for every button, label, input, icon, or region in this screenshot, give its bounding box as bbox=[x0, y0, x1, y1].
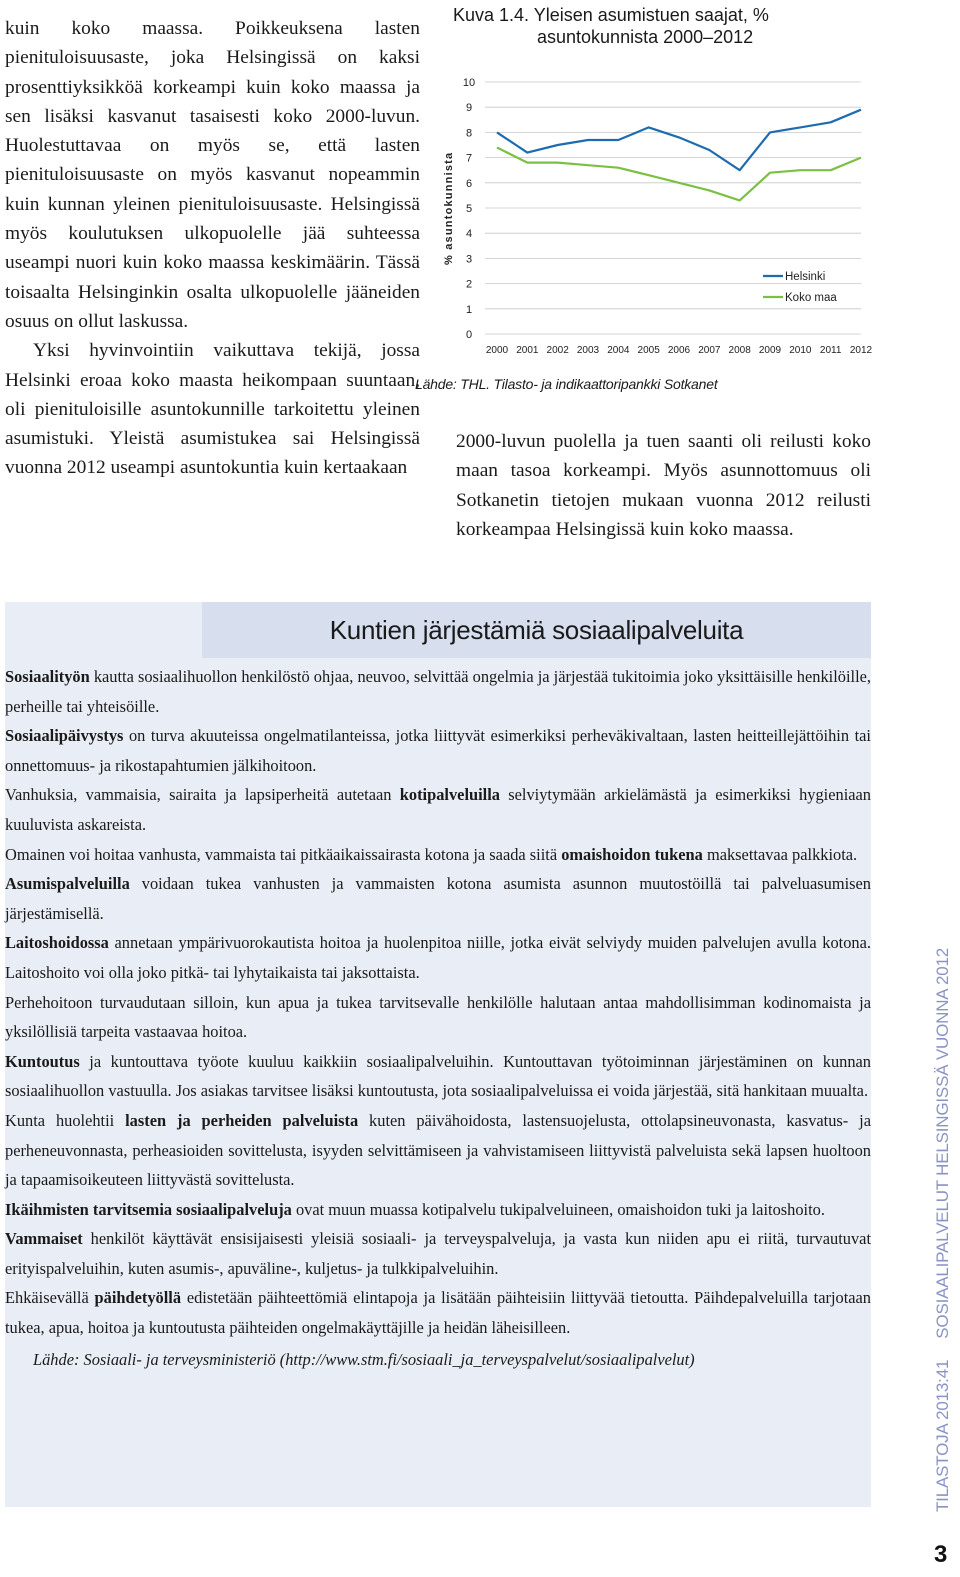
info-box-item-term: lasten ja perheiden palveluista bbox=[125, 1110, 359, 1130]
info-box-item-term: Sosiaalipäivystys bbox=[5, 726, 124, 746]
info-box-item bbox=[5, 1047, 871, 1106]
right-paragraph-1: 2000-luvun puolella ja tuen saanti oli reilusti koko maan tasoa korkeampi. Myös asunnottomuus oli Sotkanetin tietojen mukaan vuonna 2012 reilusti korkeampaa Helsingissä kuin koko maassa. bbox=[456, 431, 871, 540]
x-tick-label: 2012 bbox=[849, 345, 873, 356]
info-box-item-term: Laitoshoidossa bbox=[5, 933, 109, 953]
x-tick-label: 2008 bbox=[728, 345, 751, 356]
series-line-koko-maa bbox=[497, 148, 861, 201]
info-box-item-term: Sosiaalityön bbox=[5, 667, 90, 686]
x-tick-label: 2007 bbox=[698, 345, 721, 356]
info-box-item-term: kotipalveluilla bbox=[399, 785, 500, 805]
info-box-item-text: Vanhuksia, vammaisia, sairaita ja lapsiperheitä autetaan bbox=[5, 785, 400, 805]
y-tick-label: 10 bbox=[462, 77, 476, 89]
info-box-source: Lähde: Sosiaali- ja terveysministeriö (http://www.stm.fi/sosiaali_ja_terveyspalvelut/sosiaalipalvelut) bbox=[33, 1349, 695, 1369]
info-box-item bbox=[5, 869, 871, 928]
left-text-column bbox=[5, 14, 420, 483]
info-box-item bbox=[5, 1106, 871, 1195]
y-tick-label: 1 bbox=[465, 303, 473, 316]
x-tick-label: 2009 bbox=[758, 345, 782, 356]
figure-source: Lähde: THL. Tilasto- ja indikaattoripankki Sotkanet bbox=[415, 376, 718, 392]
info-box-item bbox=[5, 780, 871, 839]
info-box-body bbox=[5, 658, 871, 1374]
line-chart bbox=[415, 0, 875, 370]
info-box-item-text: ja kuntouttava työote kuuluu kaikkiin sosiaalipalveluihin. Kuntouttavan työtoiminnan järjestäminen on kunnan sosiaalihuollon vastuulla. Jos asiakas tarvitsee lisäksi kuntoutusta, jota sosiaalipalveluissa ei voida järjestää, sitä hankitaan muualta. bbox=[5, 1051, 871, 1101]
right-text-column bbox=[456, 427, 871, 544]
y-tick-label: 0 bbox=[465, 329, 473, 341]
x-tick-label: 2005 bbox=[637, 345, 660, 356]
info-box-item-term: Ikäihmisten tarvitsemia sosiaalipalveluja bbox=[5, 1199, 292, 1219]
y-tick-label: 4 bbox=[465, 228, 473, 241]
info-box-item-text: on turva akuuteissa ongelmatilanteissa, jotka liittyvät esimerkiksi perheväkivaltaan, lasten heitteillejättöihin tai onnettomuus- ja rikostapahtumien jälkihoitoon. bbox=[5, 726, 871, 775]
y-tick-label: 2 bbox=[465, 278, 473, 291]
y-tick-label: 9 bbox=[465, 102, 473, 115]
vertical-running-header bbox=[928, 947, 958, 1512]
info-box-item bbox=[5, 1224, 871, 1283]
info-box-item-text: Ehkäisevällä bbox=[5, 1288, 95, 1308]
left-paragraph-1: kuin koko maassa. Poikkeuksena lasten pienituloisuusaste, joka Helsingissä on kaksi prosenttiyksikköä korkeampi kuin koko maassa ja sen lisäksi kasvanut tasaisesti koko 2000-luvun. Huolestuttavaa on myös se, että lasten pienituloisuusaste on myös kasvanut nopeammin kuin kunnan yleinen pienituloisuusaste. Helsingissä myös koulutuksen ulkopuolelle jää suhteessa useampi nuori kuin koko maassa keskimäärin. Tässä toisaalta Helsinginkin osalta ulkopuolelle jääneiden osuus on ollut laskussa. bbox=[5, 18, 420, 332]
info-box-social-services bbox=[5, 602, 871, 1507]
info-box-item bbox=[5, 1195, 871, 1225]
x-tick-label: 2003 bbox=[576, 345, 600, 356]
info-box-item-text: voidaan tukea vanhusten ja vammaisten kotona asumista asunnon muutostöillä tai palveluasumisen järjestämisellä. bbox=[5, 874, 871, 923]
info-box-item bbox=[5, 988, 871, 1047]
x-tick-label: 2006 bbox=[667, 345, 691, 356]
y-tick-label: 3 bbox=[465, 253, 473, 266]
y-tick-label: 8 bbox=[465, 127, 473, 140]
info-box-item bbox=[5, 662, 871, 721]
info-box-item bbox=[5, 1283, 871, 1342]
info-box-item-text: ovat muun muassa kotipalvelu tukipalveluineen, omaishoidon tuki ja laitoshoito. bbox=[291, 1199, 825, 1219]
y-tick-label: 5 bbox=[465, 203, 473, 215]
figure-1-4 bbox=[415, 0, 875, 400]
info-box-item-text: annetaan ympärivuorokautista hoitoa ja huolenpitoa niille, jotka eivät selviydy muiden palvelujen avulla kotona. Laitoshoito voi olla joko pitkä- tai lyhytaikaista tai jaksottaista. bbox=[5, 933, 871, 982]
y-tick-label: 6 bbox=[465, 177, 473, 190]
info-box-item-text: Perhehoitoon turvaudutaan silloin, kun apua ja tukea tarvitsevalle henkilölle halutaan antaa mahdollisimman kodinomaista ja yksilöllisiä tarpeita vastaavaa hoitoa. bbox=[5, 992, 871, 1042]
info-box-item bbox=[5, 928, 871, 987]
info-box-item-term: Kuntoutus bbox=[5, 1051, 80, 1071]
series-line-helsinki bbox=[497, 110, 861, 171]
legend-label: Koko maa bbox=[785, 292, 837, 304]
info-box-item-text: edistetään päihteettömiä elintapoja ja lisätään päihteisiin liittyvää tietoutta. Päihdepalveluilla tarjotaan tukea, apua, hoitoa ja kuntoutusta päihteiden ongelmakäyttäjille ja heidän läheisilleen. bbox=[5, 1288, 871, 1338]
figure-title-line-1: Kuva 1.4. Yleisen asumistuen saajat, % bbox=[453, 5, 769, 25]
info-box-item bbox=[5, 721, 871, 780]
info-box-item-text: henkilöt käyttävät ensisijaisesti yleisiä sosiaali- ja terveyspalveluja, ja vasta kun niiden apu ei riitä, turvautuvat erityispalveluihin, kuten asumis-, apuväline-, kuljetus- ja tulkkipalveluihin. bbox=[5, 1229, 871, 1278]
y-axis-label: % asuntokunnista bbox=[443, 151, 455, 265]
y-tick-label: 7 bbox=[465, 152, 473, 165]
info-box-item-text: kautta sosiaalihuollon henkilöstö ohjaa, neuvoo, selvittää ongelmia ja järjestää tukitoimia joko yksittäisille henkilöille, perheille tai yhteisöille. bbox=[5, 667, 871, 716]
x-tick-label: 2001 bbox=[516, 345, 539, 356]
info-box-item-text: Omainen voi hoitaa vanhusta, vammaista tai pitkäaikaissairasta kotona ja saada siitä bbox=[5, 844, 562, 864]
info-box-item-text: selviytymään arkielämästä ja esimerkiksi hygieniaan kuuluvista askareista. bbox=[5, 785, 871, 834]
info-box-item-term: Asumispalveluilla bbox=[5, 874, 130, 894]
legend-label: Helsinki bbox=[785, 271, 826, 283]
running-header-title: SOSIAALIPALVELUT HELSINGISSÄ VUONNA 2012 bbox=[933, 947, 952, 1339]
info-box-item bbox=[5, 840, 871, 870]
x-tick-label: 2011 bbox=[819, 345, 842, 356]
info-box-item-text: kuten päivähoidosta, lastensuojelusta, ottolapsineuvonasta, kasvatus- ja perheneuvonnasta, perheasioiden sovittelusta, isyyden selvittämiseen ja vahvistamiseen liittyvistä palveluista sekä lapsen huoltoon ja tapaamisoikeuteen liittyvästä sovittelusta. bbox=[5, 1110, 871, 1190]
running-header-series: TILASTOJA 2013:41 bbox=[933, 1359, 952, 1512]
x-tick-label: 2010 bbox=[789, 345, 812, 356]
page-number: 3 bbox=[934, 1541, 948, 1568]
info-box-item-term: päihdetyöllä bbox=[94, 1288, 182, 1308]
info-box-item-text: maksettavaa palkkiota. bbox=[702, 844, 858, 864]
x-tick-label: 2000 bbox=[485, 345, 509, 356]
info-box-item-term: Vammaiset bbox=[5, 1229, 83, 1249]
figure-title-line-2: asuntokunnista 2000–2012 bbox=[537, 27, 754, 47]
info-box-item-text: Kunta huolehtii bbox=[5, 1110, 126, 1130]
left-paragraph-2: Yksi hyvinvointiin vaikuttava tekijä, jossa Helsinki eroaa koko maasta heikompaan suuntaan, oli pienituloisille asuntokunnille tarkoitettu yleinen asumistuki. Yleistä asumistukea sai Helsingissä vuonna 2012 useampi asuntokuntia kuin kertaakaan bbox=[5, 340, 420, 479]
x-tick-label: 2002 bbox=[546, 345, 569, 356]
x-tick-label: 2004 bbox=[607, 345, 630, 356]
info-box-item-term: omaishoidon tukena bbox=[561, 844, 703, 864]
info-box-title: Kuntien järjestämiä sosiaalipalveluita bbox=[202, 602, 871, 658]
